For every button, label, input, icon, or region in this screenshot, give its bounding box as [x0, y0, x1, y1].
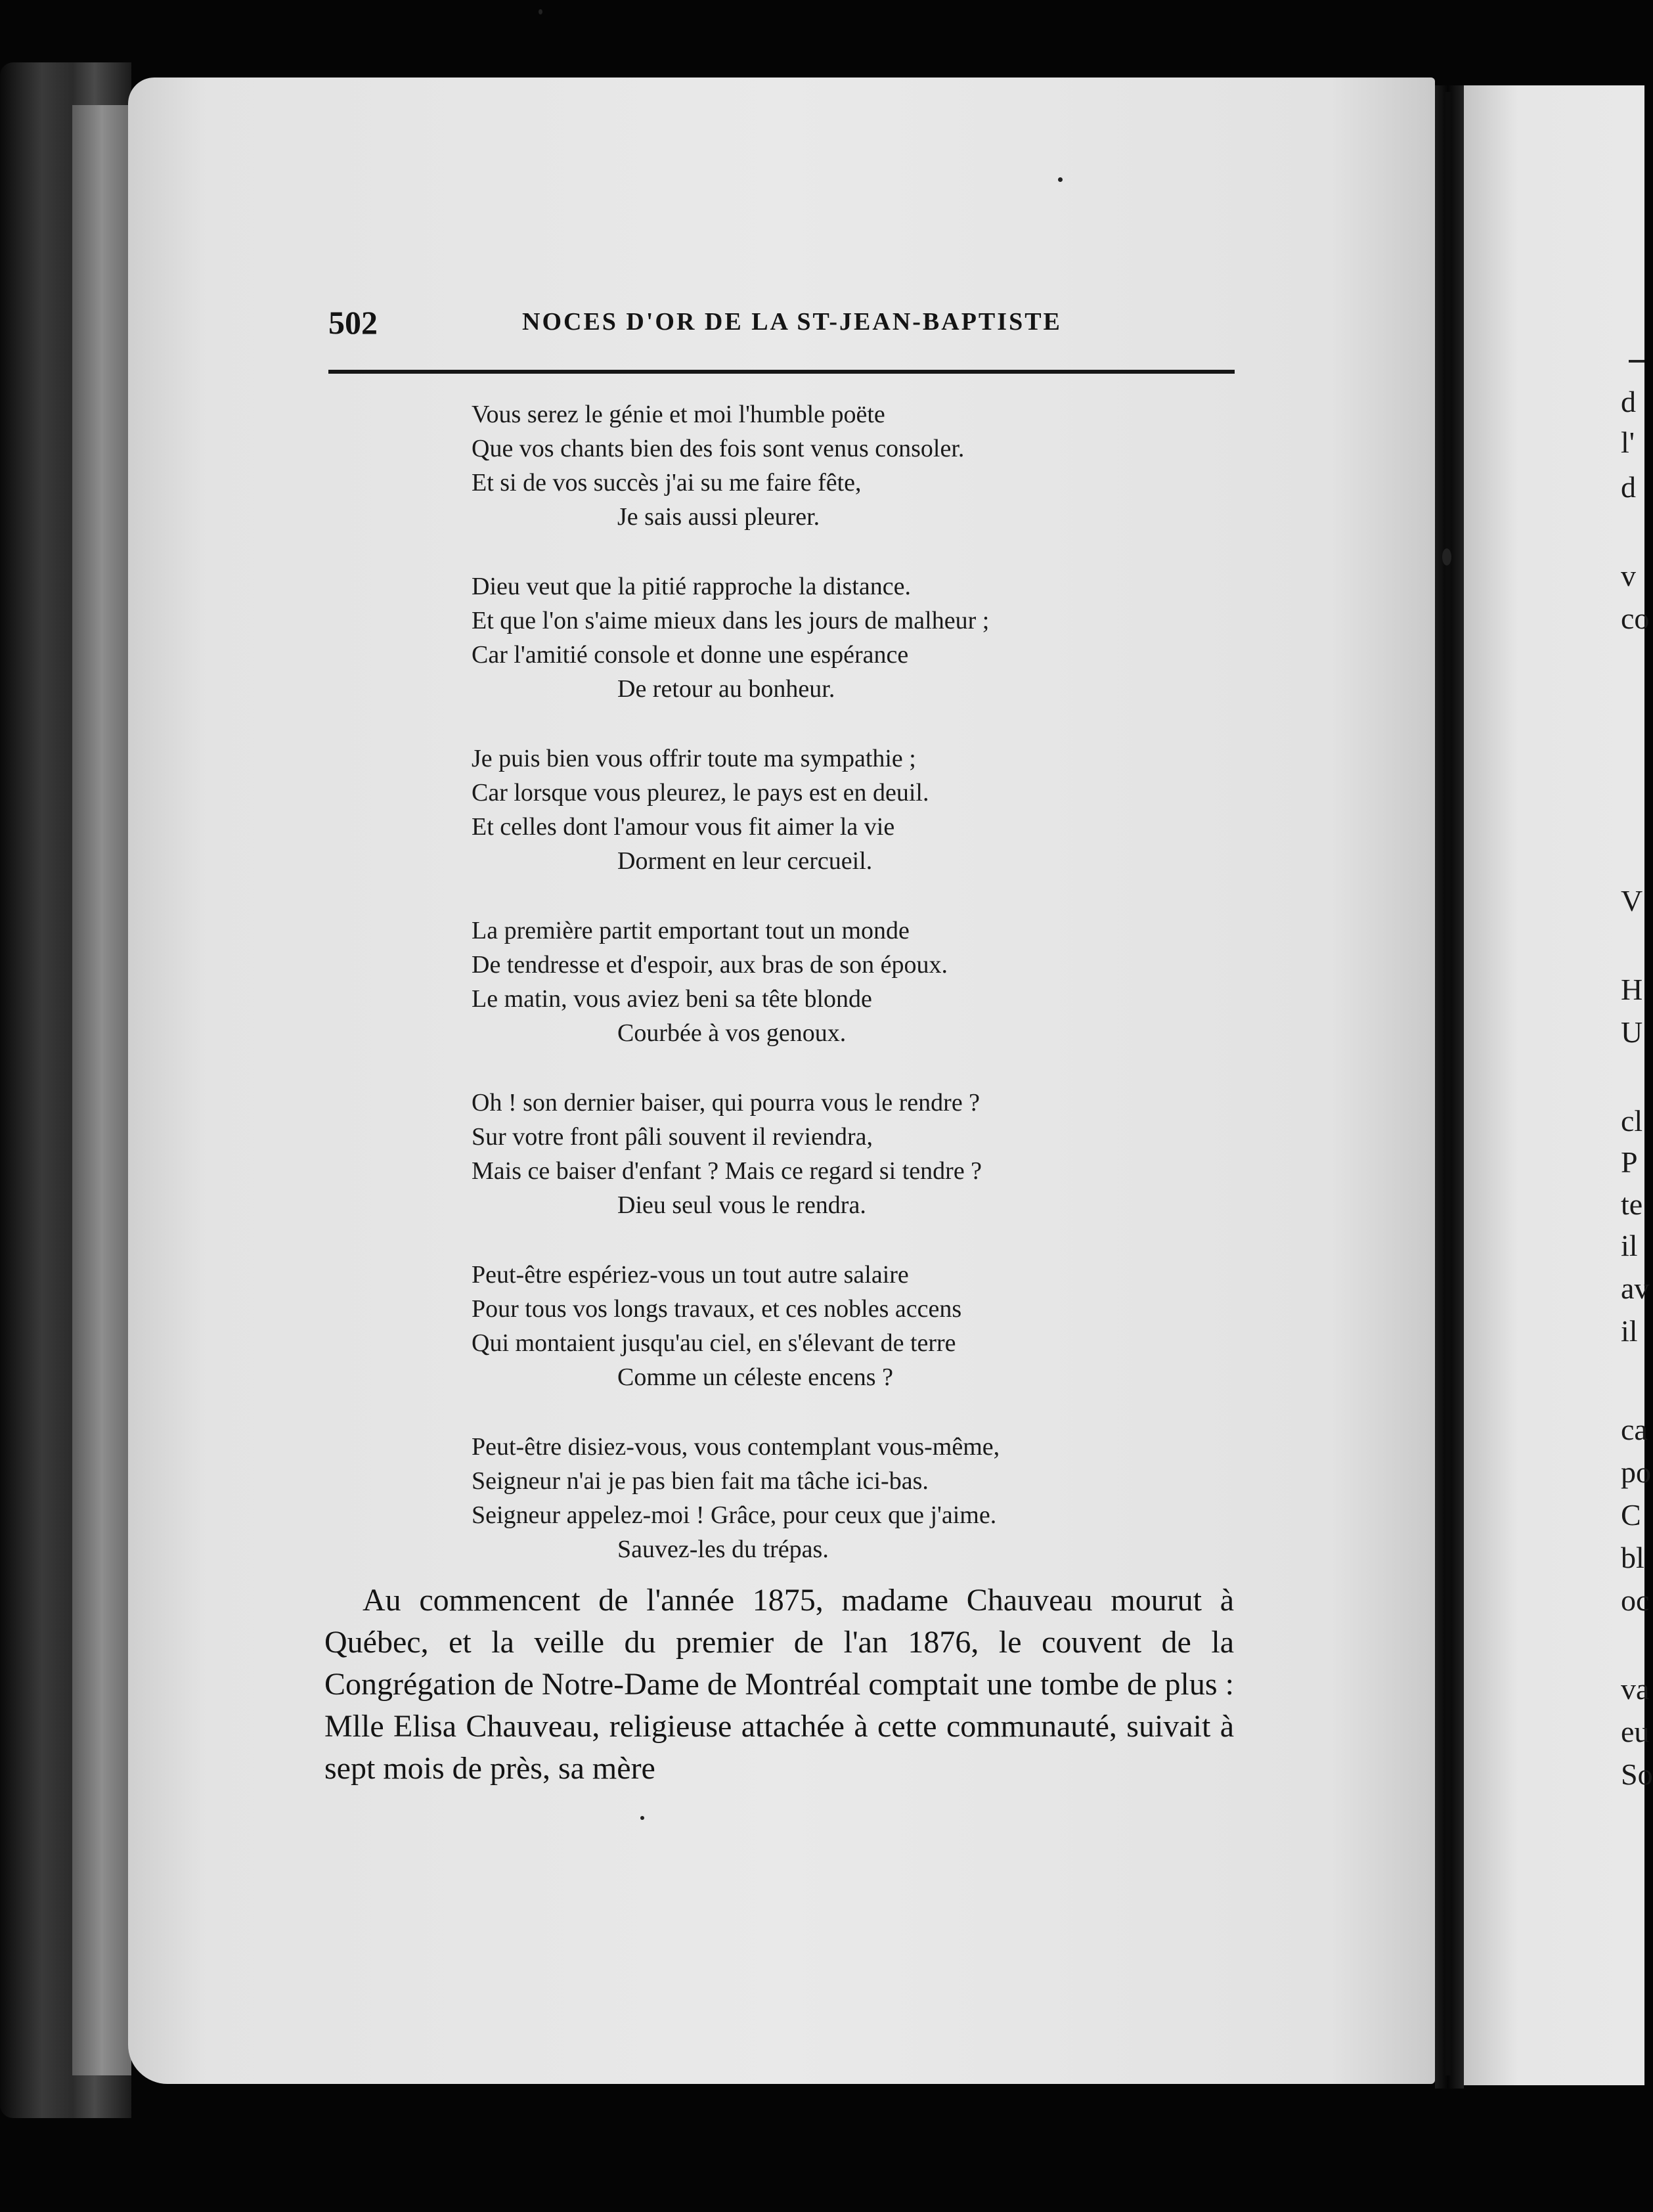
page-number: 502	[328, 304, 378, 341]
facing-fragment: il	[1621, 1229, 1638, 1262]
poem-refrain: Je sais aussi pleurer.	[617, 503, 820, 531]
facing-fragment: ca	[1621, 1413, 1648, 1446]
poem-line: Sur votre front pâli souvent il reviendra,	[472, 1123, 873, 1151]
poem-line: Dieu veut que la pitié rapproche la distance.	[472, 573, 911, 600]
facing-fragment: eu	[1621, 1715, 1650, 1748]
prose-body	[324, 1580, 1234, 1790]
facing-fragment: U	[1621, 1015, 1643, 1049]
poem-refrain: Sauvez-les du trépas.	[617, 1536, 829, 1563]
stanza	[472, 569, 1260, 706]
speck	[1058, 177, 1063, 182]
poem-refrain: Dorment en leur cercueil.	[617, 847, 873, 875]
book-edge-strip	[72, 105, 131, 2075]
facing-fragment: P	[1621, 1145, 1638, 1179]
facing-page-text	[1621, 0, 1653, 2212]
stanza	[472, 1086, 1260, 1222]
facing-fragment: po	[1621, 1455, 1651, 1489]
poem-refrain: Dieu seul vous le rendra.	[617, 1191, 866, 1219]
poem-line: Oh ! son dernier baiser, qui pourra vous le rendre ?	[472, 1089, 981, 1117]
facing-fragment: H	[1621, 973, 1643, 1006]
poem-line: Seigneur appelez-moi ! Grâce, pour ceux que j'aime.	[472, 1501, 997, 1529]
poem-refrain: De retour au bonheur.	[617, 675, 835, 703]
header-rule	[328, 370, 1235, 374]
poem-line: Peut-être espériez-vous un tout autre salaire	[472, 1261, 909, 1289]
poem-line: Je puis bien vous offrir toute ma sympathie ;	[472, 745, 916, 772]
speck	[640, 1816, 644, 1820]
stanza	[472, 397, 1260, 534]
facing-fragment: va	[1621, 1672, 1650, 1706]
stanza	[472, 1258, 1260, 1394]
poem-line: Seigneur n'ai je pas bien fait ma tâche ici-bas.	[472, 1467, 929, 1495]
poem-line: Vous serez le génie et moi l'humble poëte	[472, 401, 885, 428]
facing-fragment: So	[1621, 1758, 1653, 1791]
facing-fragment: te	[1621, 1187, 1643, 1221]
poem-refrain: Courbée à vos genoux.	[617, 1019, 847, 1047]
poem-line: La première partit emportant tout un monde	[472, 917, 910, 944]
facing-fragment: cl	[1621, 1104, 1643, 1138]
facing-fragment: d	[1621, 385, 1636, 418]
poem-line: Que vos chants bien des fois sont venus consoler.	[472, 435, 965, 462]
poem-line: Car l'amitié console et donne une espérance	[472, 641, 909, 669]
poem-line: Car lorsque vous pleurez, le pays est en deuil.	[472, 779, 929, 807]
running-title: NOCES D'OR DE LA ST-JEAN-BAPTISTE	[522, 308, 1062, 336]
poem-line: Et que l'on s'aime mieux dans les jours de malheur ;	[472, 607, 990, 634]
facing-fragment: co	[1621, 602, 1650, 635]
stanza	[472, 741, 1260, 878]
poem-refrain: Comme un céleste encens ?	[617, 1363, 893, 1391]
poem-line: Et celles dont l'amour vous fit aimer la vie	[472, 813, 895, 841]
facing-fragment: il	[1621, 1314, 1638, 1348]
poem-line: De tendresse et d'espoir, aux bras de son époux.	[472, 951, 948, 979]
poem-line: Le matin, vous aviez beni sa tête blonde	[472, 985, 872, 1013]
speck	[539, 9, 542, 14]
poem	[472, 397, 1260, 1566]
facing-fragment: V	[1621, 884, 1643, 918]
facing-fragment: v	[1621, 559, 1636, 592]
poem-line: Peut-être disiez-vous, vous contemplant vous-même,	[472, 1433, 1000, 1461]
page-right-edge	[1464, 85, 1653, 2085]
stanza	[472, 1430, 1260, 1566]
prose-paragraph: Au commencent de l'année 1875, madame Chauveau mourut à Québec, et la veille du premier de l'an 1876, le couvent de la Congrégation de Notre-Dame de Montréal comptait une tombe de plus : Mlle Elisa Chauveau, religieuse attachée à cette communauté, suivait à sept mois de près, sa mère	[324, 1583, 1234, 1786]
poem-line: Qui montaient jusqu'au ciel, en s'élevant de terre	[472, 1329, 956, 1357]
poem-line: Pour tous vos longs travaux, et ces nobles accens	[472, 1295, 962, 1323]
facing-fragment: av	[1621, 1272, 1650, 1305]
stanza	[472, 914, 1260, 1050]
page-header	[328, 303, 1235, 343]
facing-fragment: bl	[1621, 1541, 1644, 1574]
gutter-thread	[1445, 92, 1451, 2075]
poem-line: Et si de vos succès j'ai su me faire fête,	[472, 469, 862, 497]
speck	[1442, 548, 1451, 565]
facing-fragment: d	[1621, 470, 1636, 504]
facing-fragment: C	[1621, 1498, 1641, 1532]
poem-line: Mais ce baiser d'enfant ? Mais ce regard si tendre ?	[472, 1157, 982, 1185]
facing-fragment: oc	[1621, 1583, 1650, 1617]
facing-fragment: l'	[1621, 426, 1635, 459]
